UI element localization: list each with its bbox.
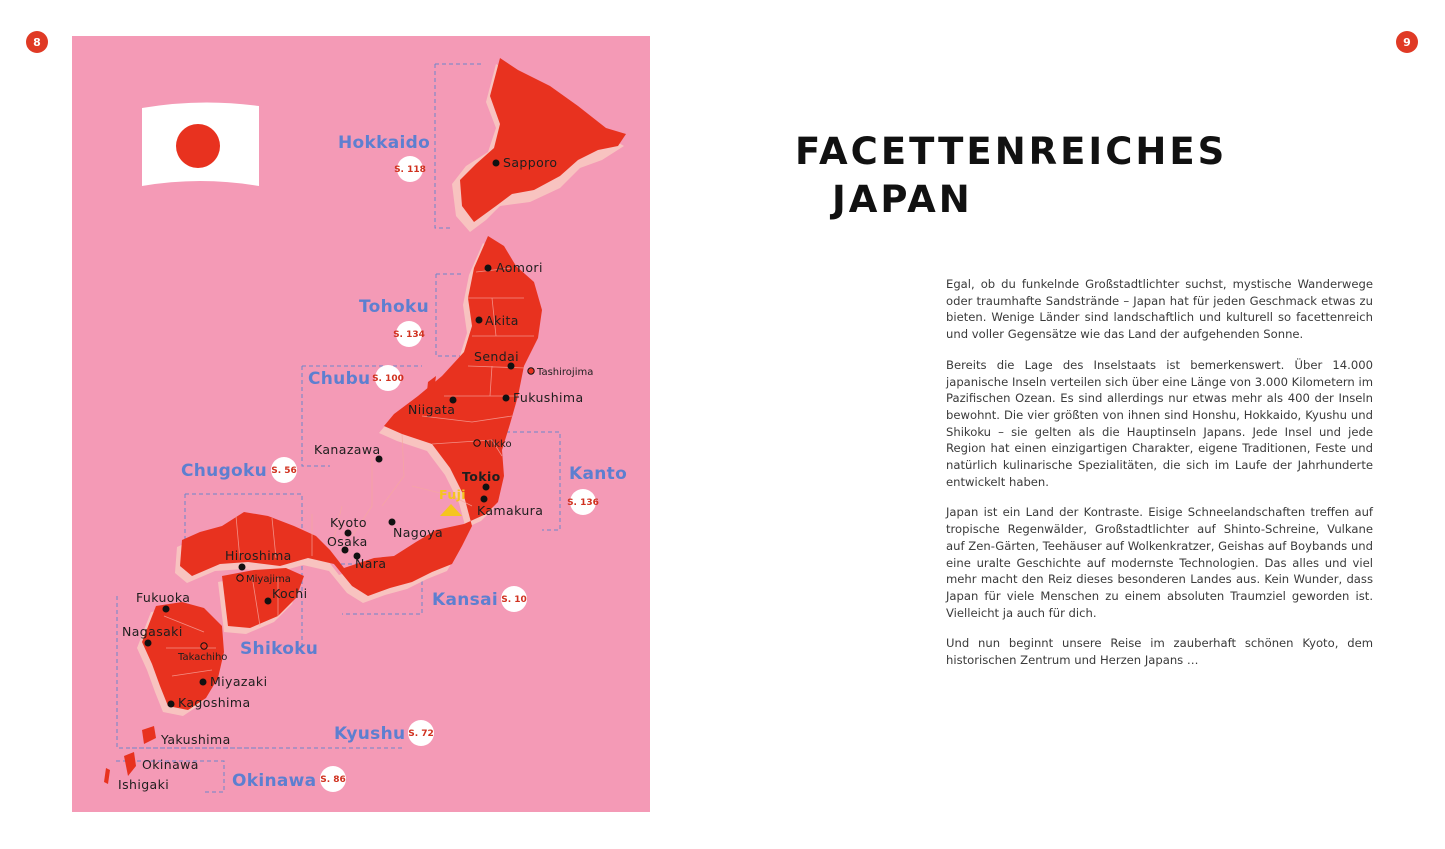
svg-text:S. 134: S. 134: [393, 330, 425, 340]
marker-tokio: [483, 484, 490, 491]
region-label-kansai: Kansai: [432, 590, 498, 610]
svg-text:S. 136: S. 136: [567, 498, 599, 508]
page-badge-okinawa: [320, 766, 346, 792]
japan-flag-icon: [142, 102, 259, 186]
page-badge-hokkaido: [394, 156, 426, 182]
marker-tashirojima: [528, 368, 534, 374]
marker-sapporo: [493, 160, 500, 167]
marker-kamakura: [481, 496, 488, 503]
svg-text:S. 10: S. 10: [501, 595, 527, 605]
city-label-tashirojima: Tashirojima: [537, 367, 594, 378]
article-paragraph: Bereits die Lage des Inselstaats ist bemerkenswert. Über 14.000 japanische Inseln verteilen sich über eine Länge von 3.000 Kilometern im Pazifischen Ozean. Es sind allerdings nur etwas mehr als 400 der Inseln bewohnt. Die vier größten von ihnen sind Honshu, Hokkaido, Kyushu und Shikoku – sie gelten als die Hauptinseln Japans. Jede Insel und jede Region hat einen einzigartigen Charakter, eigene Traditionen, Feste und natürlich kulinarische Spezialitäten, die sich im Laufe der Jahrhunderte entwickelt haben.: [946, 357, 1373, 489]
marker-miyazaki: [200, 679, 207, 686]
city-label-kochi: Kochi: [272, 586, 308, 601]
city-label-niigata: Niigata: [408, 402, 456, 417]
marker-kagoshima: [168, 701, 175, 708]
region-label-hokkaido: Hokkaido: [338, 133, 431, 153]
city-label-kyoto: Kyoto: [330, 515, 367, 530]
marker-nikko: [474, 440, 480, 446]
fuji-mountain-icon: [440, 504, 462, 516]
marker-miyajima: [237, 575, 243, 581]
city-label-osaka: Osaka: [327, 534, 368, 549]
svg-text:S. 86: S. 86: [320, 775, 346, 785]
city-label-kagoshima: Kagoshima: [178, 695, 251, 710]
marker-fukushima: [503, 395, 510, 402]
region-label-shikoku: Shikoku: [240, 639, 319, 659]
city-label-fukuoka: Fukuoka: [136, 590, 191, 605]
city-label-hiroshima: Hiroshima: [225, 548, 292, 563]
page-title: [795, 128, 1227, 224]
page-badge-kansai: [501, 586, 527, 612]
page-badge-chubu: [372, 365, 404, 391]
region-label-chubu: Chubu: [308, 369, 371, 389]
page-number-left: 8: [26, 31, 48, 53]
page-badge-tohoku: [393, 321, 425, 347]
city-label-nagasaki: Nagasaki: [122, 624, 183, 639]
svg-text:S. 56: S. 56: [271, 466, 297, 476]
city-label-nara: Nara: [355, 556, 387, 571]
region-label-okinawa: Okinawa: [232, 771, 317, 791]
city-label-akita: Akita: [485, 313, 519, 328]
map-canvas: [72, 36, 650, 812]
title-line-1: FACETTENREICHES: [795, 130, 1228, 173]
city-label-yakushima: Yakushima: [161, 732, 231, 747]
city-label-sapporo: Sapporo: [503, 155, 558, 170]
region-label-kanto: Kanto: [569, 464, 628, 484]
city-label-miyajima: Miyajima: [246, 574, 291, 585]
japan-map: [72, 36, 650, 812]
city-label-aomori: Aomori: [496, 260, 543, 275]
city-label-kamakura: Kamakura: [477, 503, 544, 518]
article-paragraph: Egal, ob du funkelnde Großstadtlichter suchst, mystische Wanderwege oder traumhafte Sandstrände – Japan hat für jeden Geschmack etwas zu bieten. Wenige Länder sind landschaftlich und kulturell so facettenreich und voller Gegensätze wie das Land der aufgehenden Sonne.: [946, 277, 1373, 342]
marker-takachiho: [201, 643, 207, 649]
marker-hiroshima: [239, 564, 246, 571]
article-paragraph: Und nun beginnt unsere Reise im zauberhaft schönen Kyoto, dem historischen Zentrum und Herzen Japans …: [946, 636, 1373, 668]
title-line-2: JAPAN: [832, 178, 973, 221]
city-label-sendai: Sendai: [474, 349, 520, 364]
page-badge-kanto: [567, 489, 599, 515]
city-label-okinawa: Okinawa: [142, 757, 199, 772]
city-label-tokio: Tokio: [462, 469, 501, 484]
page-badge-kyushu: [408, 720, 434, 746]
city-label-nikko: Nikko: [484, 439, 512, 450]
page-badge-chugoku: [271, 457, 297, 483]
article-paragraph: Japan ist ein Land der Kontraste. Eisige Schneelandschaften treffen auf tropische Regenwälder, Großstadtlichter auf Shinto-Schreine, Vulkane auf Zen-Gärten, Teehäuser auf Wolkenkratzer, Geishas auf Boybands und eine uralte Geschichte auf modernste Technologien. Das alles und viel mehr macht den Reiz dieses besonderen Landes aus. Kein Wunder, dass Japan für viele Menschen zu einem absoluten Traumziel geworden ist. Vielleicht ja auch für dich.: [946, 505, 1373, 620]
page-number-right: 9: [1396, 31, 1418, 53]
region-label-chugoku: Chugoku: [181, 461, 268, 481]
svg-text:S. 72: S. 72: [408, 729, 434, 739]
marker-fukuoka: [163, 606, 170, 613]
city-label-takachiho: Takachiho: [178, 652, 228, 663]
city-label-miyazaki: Miyazaki: [210, 674, 268, 689]
city-label-nagoya: Nagoya: [393, 525, 444, 540]
svg-text:S. 118: S. 118: [394, 165, 426, 175]
svg-text:S. 100: S. 100: [372, 374, 404, 384]
marker-kochi: [265, 598, 272, 605]
region-label-tohoku: Tohoku: [359, 297, 430, 317]
city-label-kanazawa: Kanazawa: [314, 442, 381, 457]
region-label-kyushu: Kyushu: [334, 724, 406, 744]
marker-aomori: [485, 265, 492, 272]
city-label-fuji: Fuji: [439, 487, 466, 502]
article-body: [946, 276, 1373, 683]
city-label-fukushima: Fukushima: [513, 390, 584, 405]
city-label-ishigaki: Ishigaki: [118, 777, 170, 792]
marker-nagasaki: [145, 640, 152, 647]
marker-akita: [476, 317, 483, 324]
